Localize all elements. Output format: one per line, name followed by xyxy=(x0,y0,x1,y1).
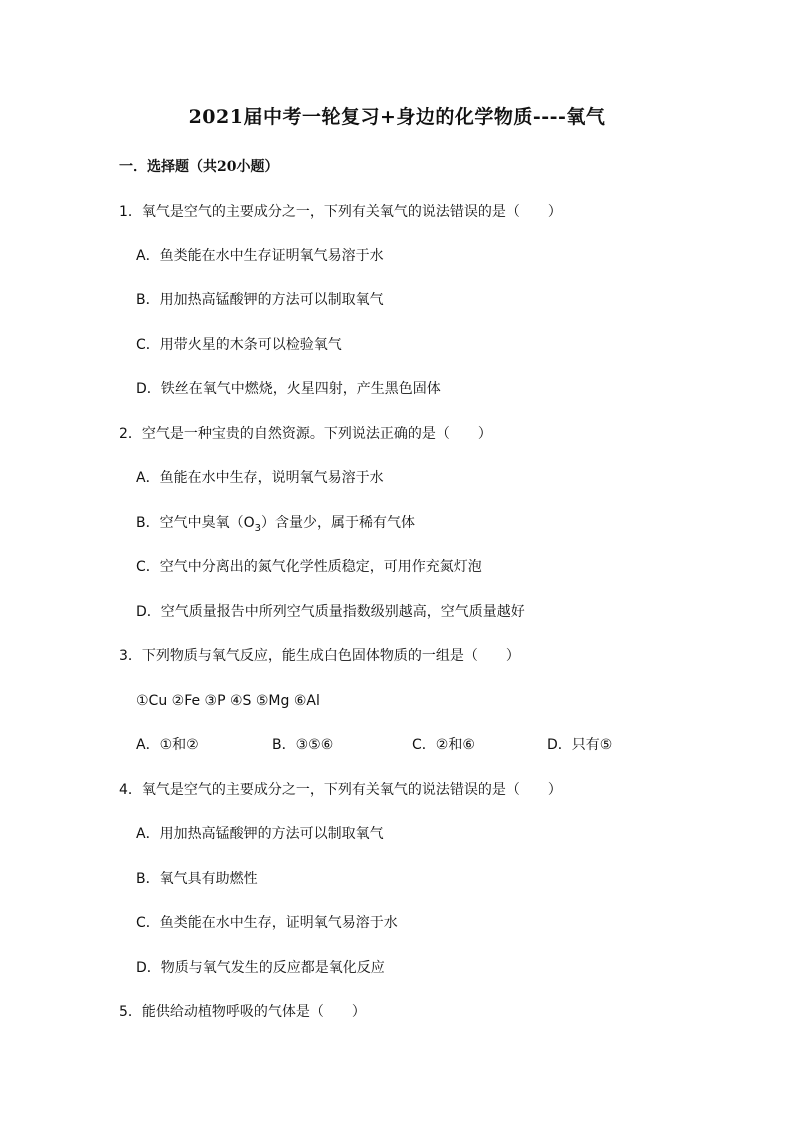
question-3-items-line: ①Cu ②Fe ③P ④S ⑤Mg ⑥Al xyxy=(136,693,320,709)
question-4-option-b: B．氧气具有助燃性 xyxy=(136,871,258,887)
question-1-option-d: D．铁丝在氧气中燃烧，火星四射，产生黑色固体 xyxy=(136,381,441,397)
question-3-option-c: C．②和⑥ xyxy=(412,737,475,753)
question-2-option-d: D．空气质量报告中所列空气质量指数级别越高，空气质量越好 xyxy=(136,604,525,620)
question-4-option-d: D．物质与氧气发生的反应都是氧化反应 xyxy=(136,960,385,976)
question-3-option-a: A．①和② xyxy=(136,737,199,753)
question-1-option-a: A．鱼类能在水中生存证明氧气易溶于水 xyxy=(136,248,384,264)
question-1-stem: 1．氧气是空气的主要成分之一，下列有关氧气的说法错误的是（ ） xyxy=(119,204,562,220)
question-3-stem: 3．下列物质与氧气反应，能生成白色固体物质的一组是（ ） xyxy=(119,648,520,664)
section-heading: 一．选择题（共20小题） xyxy=(119,159,279,175)
question-3-option-b: B．③⑤⑥ xyxy=(272,737,334,753)
page-title: 2021届中考一轮复习+身边的化学物质----氧气 xyxy=(188,106,606,128)
question-1-option-b: B．用加热高锰酸钾的方法可以制取氧气 xyxy=(136,292,384,308)
question-2-option-b xyxy=(136,513,415,539)
ozone-subscript: 3 xyxy=(254,522,261,534)
question-5-stem: 5．能供给动植物呼吸的气体是（ ） xyxy=(119,1004,366,1020)
question-4-option-c: C．鱼类能在水中生存，证明氧气易溶于水 xyxy=(136,915,398,931)
question-2-option-c: C．空气中分离出的氮气化学性质稳定，可用作充氮灯泡 xyxy=(136,559,482,575)
option-b-text-before: B．空气中臭氧（O xyxy=(136,515,255,531)
question-4-option-a: A．用加热高锰酸钾的方法可以制取氧气 xyxy=(136,826,384,842)
option-b-text-after: ）含量少，属于稀有气体 xyxy=(261,515,415,531)
question-1-option-c: C．用带火星的木条可以检验氧气 xyxy=(136,337,342,353)
question-3-options-row xyxy=(136,735,656,755)
question-4-stem: 4．氧气是空气的主要成分之一，下列有关氧气的说法错误的是（ ） xyxy=(119,782,562,798)
question-2-stem: 2．空气是一种宝贵的自然资源。下列说法正确的是（ ） xyxy=(119,426,492,442)
question-2-option-a: A．鱼能在水中生存，说明氧气易溶于水 xyxy=(136,470,384,486)
question-3-option-d: D．只有⑤ xyxy=(547,737,613,753)
